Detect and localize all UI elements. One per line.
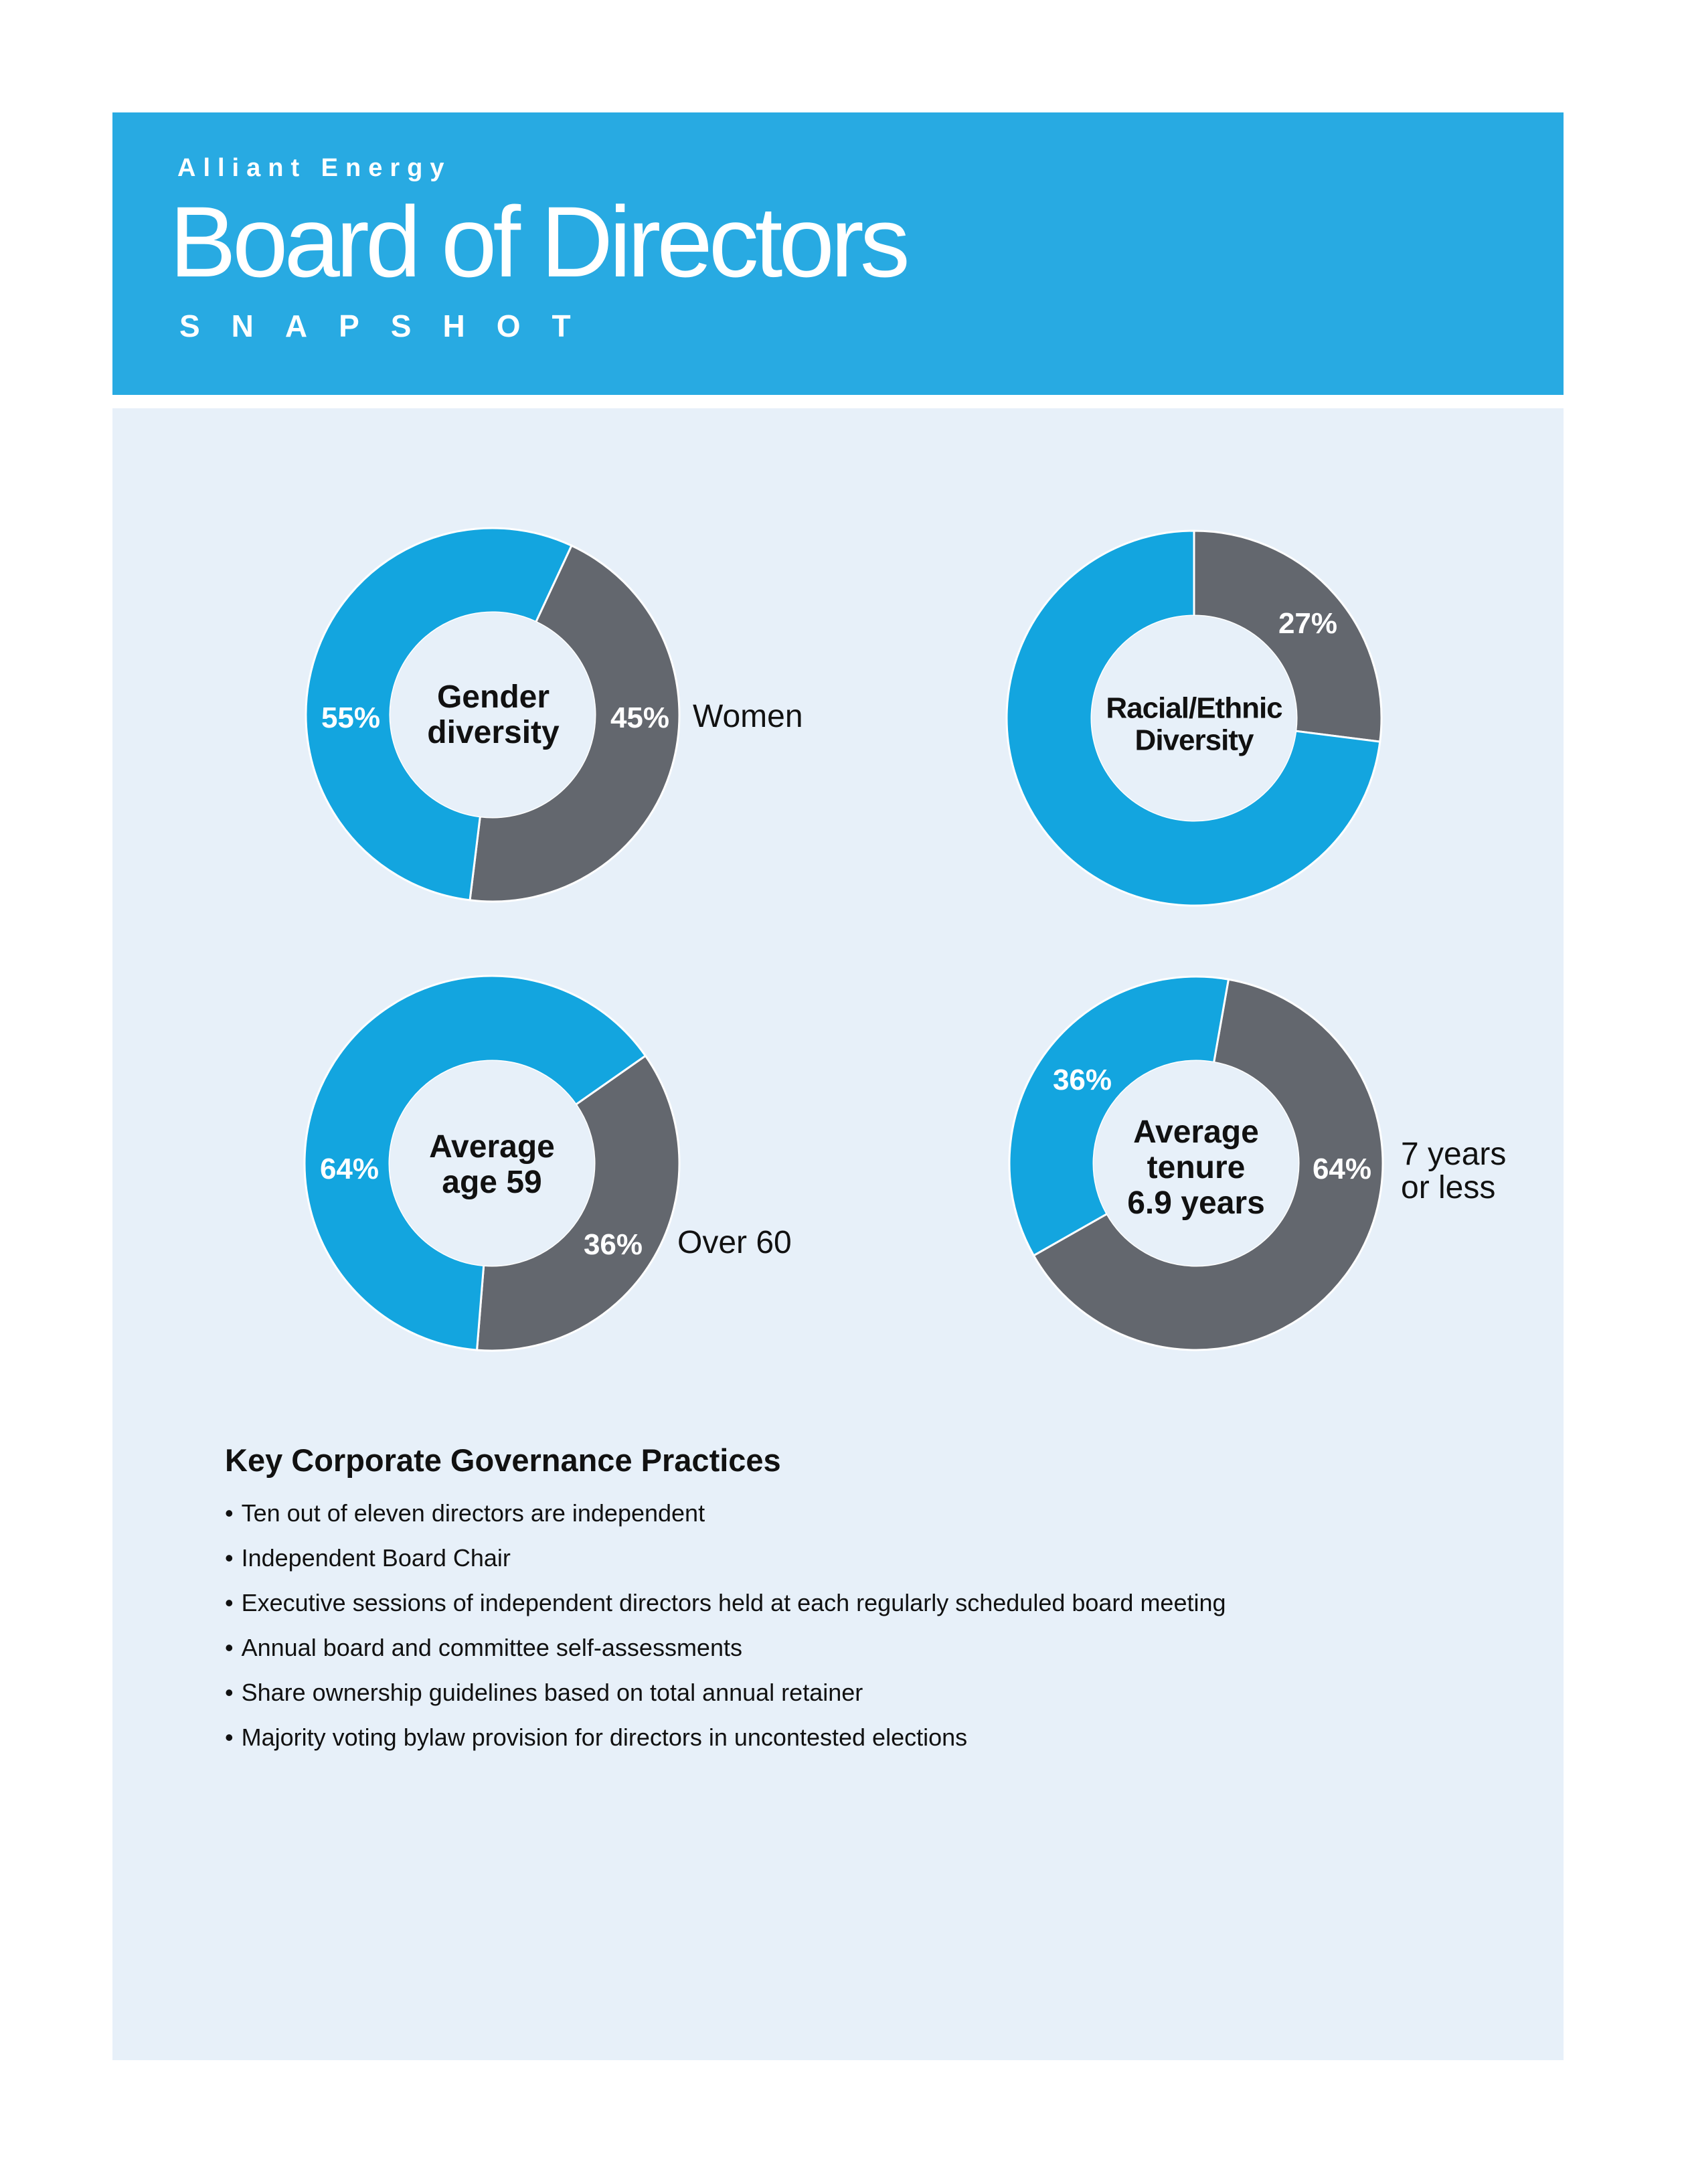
center-line: Average <box>429 1129 555 1165</box>
center-line: 6.9 years <box>1127 1185 1265 1221</box>
list-item <box>225 1491 1497 1535</box>
label-7-or-less <box>1401 1138 1506 1205</box>
company-name: Alliant Energy <box>177 154 452 182</box>
center-line: tenure <box>1147 1149 1246 1185</box>
list-item <box>225 1625 1497 1670</box>
list-item-text: Executive sessions of independent directors held at each regularly scheduled board meeting <box>241 1589 1226 1616</box>
center-line: Gender <box>436 679 550 716</box>
pct-label-over-60: 36% <box>583 1228 643 1261</box>
list-item-text: Ten out of eleven directors are independent <box>241 1499 705 1527</box>
page-title: Board of Directors <box>169 185 906 298</box>
governance-heading: Key Corporate Governance Practices <box>225 1442 781 1478</box>
label-over-60: Over 60 <box>677 1225 792 1260</box>
center-line: age 59 <box>442 1165 542 1200</box>
governance-list <box>225 1491 1497 1760</box>
pct-label-racial: 27% <box>1278 607 1338 640</box>
pct-label-7-or-less: 64% <box>1312 1153 1372 1185</box>
pct-label-60-under: 64% <box>319 1153 380 1185</box>
list-item-text: Majority voting bylaw provision for directors in uncontested elections <box>241 1724 968 1751</box>
center-line: Diversity <box>1134 724 1254 757</box>
pct-label-women: 45% <box>610 701 670 734</box>
list-item <box>225 1535 1497 1580</box>
list-item-text: Share ownership guidelines based on total annual retainer <box>241 1679 863 1706</box>
chart-center-label <box>429 1130 555 1201</box>
bullet-icon: • <box>225 1589 234 1616</box>
label-line: 7 years <box>1401 1137 1507 1172</box>
list-item <box>225 1580 1497 1625</box>
pct-label-more-than-7: 36% <box>1052 1064 1112 1096</box>
average-tenure-donut <box>0 0 1 1</box>
list-item-text: Annual board and committee self-assessments <box>241 1634 742 1661</box>
bullet-icon: • <box>225 1544 234 1572</box>
bullet-icon: • <box>225 1679 234 1706</box>
page-subtitle: SNAPSHOT <box>179 309 602 343</box>
pct-label-men: 55% <box>321 701 381 734</box>
center-line: Racial/Ethnic <box>1106 691 1282 725</box>
list-item <box>225 1670 1497 1715</box>
list-item <box>225 1715 1497 1760</box>
bullet-icon: • <box>225 1634 234 1661</box>
list-item-text: Independent Board Chair <box>241 1544 511 1572</box>
bullet-icon: • <box>225 1499 234 1527</box>
governance-section <box>225 1442 1497 1760</box>
center-line: Average <box>1133 1114 1259 1150</box>
chart-center-label <box>427 680 559 751</box>
bullet-icon: • <box>225 1724 234 1751</box>
header-banner <box>112 112 1564 395</box>
chart-center-label <box>1127 1115 1265 1221</box>
label-women: Women <box>693 699 803 734</box>
chart-center-label <box>1106 693 1282 758</box>
label-line: or less <box>1401 1170 1496 1206</box>
center-line: diversity <box>427 715 560 750</box>
